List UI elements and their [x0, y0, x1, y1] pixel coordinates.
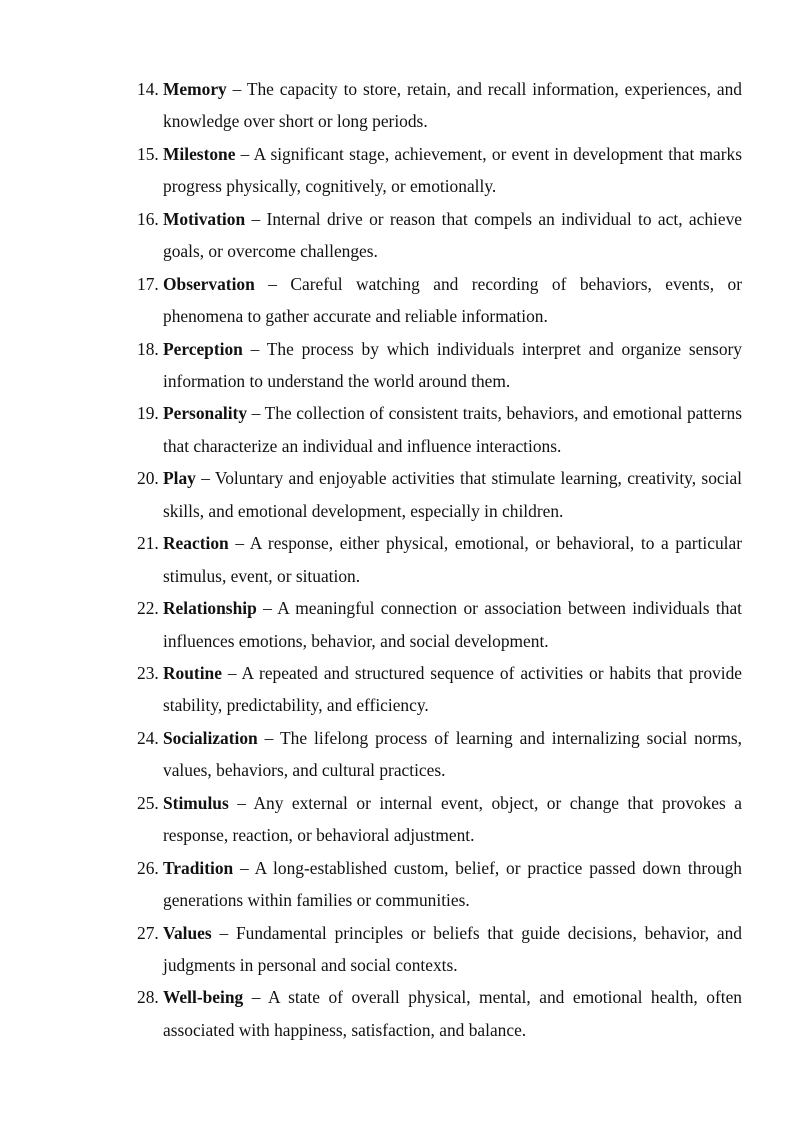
- glossary-list: [137, 73, 742, 1046]
- item-body: [163, 138, 742, 203]
- item-term: Personality: [163, 403, 248, 424]
- glossary-item: [137, 657, 742, 722]
- item-number: 14.: [137, 79, 159, 99]
- glossary-item: [137, 917, 742, 982]
- item-definition: The collection of consistent traits, behaviors, and emotional patterns that characterize an individual and influence interactions.: [163, 403, 742, 456]
- item-separator: –: [221, 663, 242, 684]
- glossary-item: [137, 203, 742, 268]
- item-body: [163, 527, 742, 592]
- item-separator: –: [235, 143, 254, 164]
- item-number: 18.: [137, 338, 159, 359]
- item-separator: –: [228, 533, 250, 554]
- item-body: [163, 333, 742, 398]
- item-separator: –: [233, 857, 255, 878]
- item-number: 16.: [137, 208, 159, 229]
- item-number: 15.: [137, 143, 159, 164]
- item-definition: Any external or internal event, object, or change that provokes a response, reaction, or behavioral adjustment.: [163, 792, 743, 846]
- glossary-item: [137, 333, 742, 398]
- item-separator: –: [247, 403, 265, 424]
- item-body: [163, 268, 742, 333]
- item-body: [163, 917, 742, 982]
- item-term: Perception: [163, 338, 243, 359]
- item-body: [163, 462, 742, 527]
- item-definition: The capacity to store, retain, and recall information, experiences, and knowledge over short or long periods.: [163, 79, 742, 132]
- glossary-item: [137, 981, 742, 1046]
- item-term: Relationship: [163, 598, 257, 619]
- item-number: 21.: [137, 533, 159, 554]
- item-definition: The process by which individuals interpret and organize sensory information to understand the world around them.: [163, 338, 742, 392]
- glossary-item: [137, 138, 742, 203]
- glossary-item: [137, 722, 742, 787]
- item-number: 23.: [137, 663, 159, 684]
- item-separator: –: [256, 598, 278, 619]
- item-term: Stimulus: [163, 792, 229, 813]
- item-body: [163, 397, 742, 462]
- glossary-item: [137, 397, 742, 462]
- item-number: 19.: [137, 403, 159, 424]
- item-definition: A long-established custom, belief, or practice passed down through generations within families or communities.: [163, 857, 742, 911]
- item-body: [163, 981, 742, 1046]
- item-number: 28.: [137, 987, 159, 1008]
- item-term: Milestone: [163, 143, 236, 164]
- glossary-item: [137, 787, 742, 852]
- item-number: 17.: [137, 273, 159, 294]
- item-body: [163, 787, 742, 852]
- glossary-item: [137, 268, 742, 333]
- item-separator: –: [245, 208, 267, 229]
- item-term: Motivation: [163, 208, 246, 229]
- item-definition: Internal drive or reason that compels an individual to act, achieve goals, or overcome challenges.: [163, 208, 743, 262]
- item-term: Memory: [163, 79, 227, 99]
- item-body: [163, 73, 742, 138]
- item-body: [163, 722, 742, 787]
- item-separator: –: [254, 273, 291, 294]
- item-term: Reaction: [163, 533, 229, 554]
- item-term: Tradition: [163, 857, 234, 878]
- glossary-item: [137, 852, 742, 917]
- item-definition: A response, either physical, emotional, or behavioral, to a particular stimulus, event, or situation.: [163, 533, 742, 586]
- item-definition: A repeated and structured sequence of activities or habits that provide stability, predictability, and efficiency.: [163, 663, 742, 716]
- item-number: 25.: [137, 792, 159, 813]
- item-number: 26.: [137, 857, 159, 878]
- item-term: Well-being: [163, 987, 244, 1008]
- item-definition: Voluntary and enjoyable activities that stimulate learning, creativity, social skills, and emotional development, especially in children.: [163, 468, 742, 521]
- item-definition: Fundamental principles or beliefs that guide decisions, behavior, and judgments in personal and social contexts.: [163, 922, 743, 976]
- item-term: Socialization: [163, 727, 258, 748]
- item-term: Play: [163, 468, 196, 489]
- item-separator: –: [211, 922, 236, 943]
- item-separator: –: [242, 338, 267, 359]
- item-separator: –: [195, 468, 215, 489]
- item-body: [163, 203, 742, 268]
- item-definition: The lifelong process of learning and internalizing social norms, values, behaviors, and cultural practices.: [163, 727, 742, 781]
- item-separator: –: [257, 727, 281, 748]
- item-body: [163, 657, 742, 722]
- item-body: [163, 592, 742, 657]
- item-separator: –: [228, 792, 254, 813]
- item-number: 22.: [137, 598, 159, 619]
- item-separator: –: [226, 79, 247, 99]
- item-term: Observation: [163, 273, 255, 294]
- item-definition: A significant stage, achievement, or event in development that marks progress physically, cognitively, or emotionally.: [163, 143, 742, 197]
- item-body: [163, 852, 742, 917]
- glossary-item: [137, 592, 742, 657]
- glossary-item: [137, 462, 742, 527]
- item-term: Values: [163, 922, 212, 943]
- item-separator: –: [243, 987, 268, 1008]
- item-definition: Careful watching and recording of behaviors, events, or phenomena to gather accurate and reliable information.: [163, 273, 742, 327]
- item-definition: A state of overall physical, mental, and emotional health, often associated with happiness, satisfaction, and balance.: [163, 987, 742, 1040]
- item-number: 20.: [137, 468, 159, 489]
- item-number: 24.: [137, 727, 159, 748]
- item-definition: A meaningful connection or association between individuals that influences emotions, behavior, and social development.: [163, 598, 742, 651]
- glossary-item: [137, 527, 742, 592]
- glossary-item: [137, 73, 742, 138]
- item-number: 27.: [137, 922, 159, 943]
- item-term: Routine: [163, 663, 222, 684]
